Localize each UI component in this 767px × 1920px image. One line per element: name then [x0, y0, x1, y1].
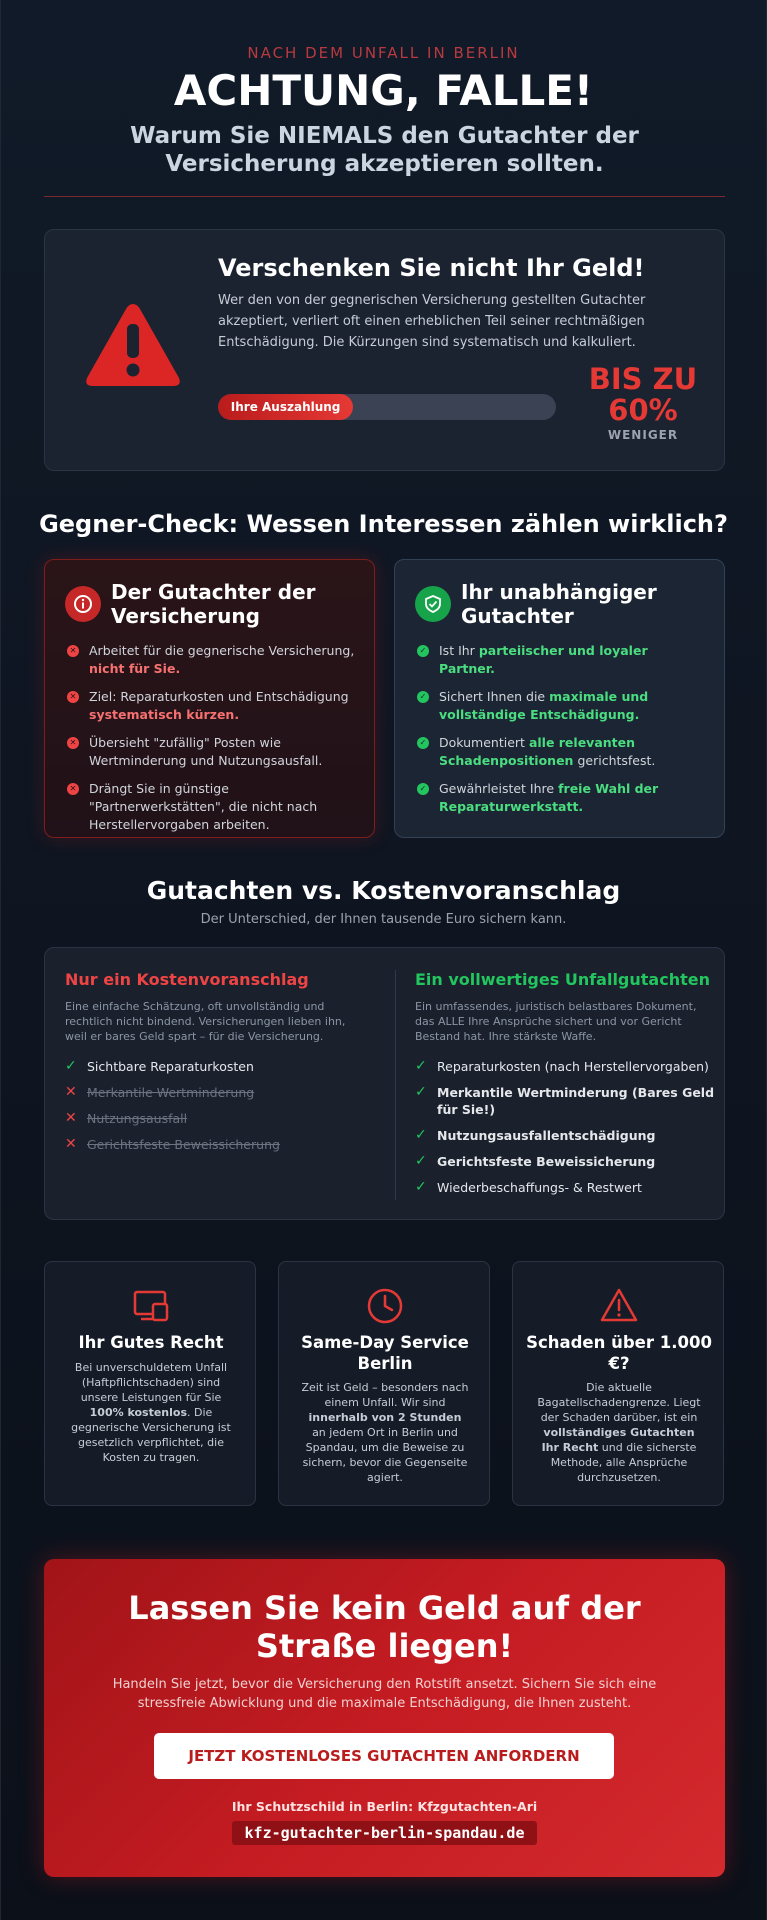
feature-text: Bei unverschuldetem Unfall (Haftpflichtschaden) sind unsere Leistungen für Sie 100% kostenlos. Die gegnerische Versicherung ist gesetzlich verpflichtet, die Kosten zu tragen.	[71, 1361, 231, 1464]
check-icon: ✓	[415, 1179, 427, 1195]
list-item: ✓ Sichert Ihnen die maximale und vollständige Entschädigung.	[417, 688, 707, 724]
loss-stat-prefix: BIS ZU	[588, 362, 698, 396]
feature-card-same-day	[278, 1261, 490, 1506]
feature-title: Ihr Gutes Recht	[78, 1333, 224, 1352]
estimate-column	[65, 970, 365, 1162]
payout-progress-bar	[218, 394, 556, 420]
check-circle-icon: ✓	[417, 691, 429, 703]
check-icon: ✓	[415, 1058, 427, 1074]
feature-text: Die aktuelle Bagatellschadengrenze. Liegt der Schaden darüber, ist ein vollständiges Gutachten Ihr Recht und die sicherste Methode, alle Ansprüche durchzusetzen.	[537, 1381, 701, 1484]
payout-progress-fill	[218, 394, 353, 420]
check-circle-icon: ✓	[417, 645, 429, 657]
appraisal-column	[415, 970, 715, 1205]
list-item: ✕ Ziel: Reparaturkosten und Entschädigung systematisch kürzen.	[67, 688, 357, 724]
list-item: ✓ Sichtbare Reparaturkosten	[65, 1058, 254, 1074]
appraisal-heading: Ein vollwertiges Unfallgutachten	[415, 970, 710, 989]
cta-text: Handeln Sie jetzt, bevor die Versicherung den Rotstift ansetzt. Sichern Sie sich eine stressfreie Abwicklung und die maximale Entschädigung, die Ihnen zusteht.	[112, 1677, 657, 1711]
check-icon: ✓	[415, 1153, 427, 1169]
loss-stat-value: 60%	[608, 393, 678, 427]
alert-triangle-icon	[599, 1286, 639, 1326]
independent-appraiser-list	[417, 642, 707, 826]
list-item: ✕ Gerichtsfeste Beweissicherung	[65, 1136, 280, 1152]
estimate-heading: Nur ein Kostenvoranschlag	[65, 970, 309, 989]
device-icon	[131, 1286, 171, 1326]
list-item: ✓ Gewährleistet Ihre freie Wahl der Reparaturwerkstatt.	[417, 780, 707, 816]
x-circle-icon: ✕	[67, 737, 79, 749]
appraisal-description: Ein umfassendes, juristisch belastbares Dokument, das ALLE Ihre Ansprüche sichert und vor Gericht Bestand hat. Ihre stärkste Waffe.	[415, 1000, 697, 1043]
header-divider	[44, 196, 725, 197]
x-circle-icon: ✕	[67, 783, 79, 795]
list-item: ✓ Nutzungsausfallentschädigung	[415, 1127, 656, 1143]
shield-check-icon	[415, 586, 451, 622]
estimate-description: Eine einfache Schätzung, oft unvollständig und rechtlich nicht bindend. Versicherungen lieben ihn, weil er bares Geld spart – für die Versicherung.	[65, 1000, 346, 1043]
warning-card	[44, 229, 725, 471]
feature-text: Zeit ist Geld – besonders nach einem Unfall. Wir sind innerhalb von 2 Stunden an jedem Ort in Berlin und Spandau, um die Beweise zu sichern, bevor die Gegenseite agiert.	[301, 1381, 469, 1484]
loss-stat	[573, 364, 713, 442]
list-item: ✕ Merkantile Wertminderung	[65, 1084, 255, 1100]
appraisal-list	[415, 1058, 715, 1196]
independent-appraiser-title: Ihr unabhängiger Gutachter	[461, 580, 657, 628]
x-icon: ✕	[65, 1110, 77, 1126]
check-icon: ✓	[65, 1058, 77, 1074]
list-item: ✕ Übersieht "zufällig" Posten wie Wertminderung und Nutzungsausfall.	[67, 734, 357, 770]
page-subtitle: Warum Sie NIEMALS den Gutachter der Versicherung akzeptieren sollten.	[130, 123, 639, 177]
check-icon: ✓	[415, 1084, 427, 1100]
list-item: ✓ Reparaturkosten (nach Herstellervorgaben)	[415, 1058, 709, 1074]
list-item: ✕ Drängt Sie in günstige "Partnerwerkstätten", die nicht nach Herstellervorgaben arbeiten.	[67, 780, 357, 834]
warning-title: Verschenken Sie nicht Ihr Geld!	[218, 254, 645, 282]
feature-title: Same-Day Service Berlin	[301, 1333, 469, 1373]
warning-text: Wer den von der gegnerischen Versicherung gestellten Gutachter akzeptiert, verliert oft einen erheblichen Teil seiner rechtmäßigen Entschädigung. Die Kürzungen sind systematisch und kalkuliert.	[218, 293, 646, 350]
cta-brand: Ihr Schutzschild in Berlin: Kfzgutachten-Ari	[231, 1799, 538, 1814]
loss-stat-suffix: WENIGER	[607, 428, 679, 442]
insurer-appraiser-card	[44, 559, 375, 838]
cta-title: Lassen Sie kein Geld auf der Straße liegen!	[128, 1589, 641, 1665]
x-icon: ✕	[65, 1084, 77, 1100]
check-icon: ✓	[415, 1127, 427, 1143]
list-item: ✓ Ist Ihr parteiischer und loyaler Partner.	[417, 642, 707, 678]
insurer-appraiser-title: Der Gutachter der Versicherung	[111, 580, 316, 628]
versus-title: Gutachten vs. Kostenvoranschlag	[146, 876, 621, 905]
list-item: ✕ Nutzungsausfall	[65, 1110, 188, 1126]
versus-card	[44, 947, 725, 1220]
kicker: NACH DEM UNFALL IN BERLIN	[247, 44, 520, 62]
clock-icon	[365, 1286, 405, 1326]
request-appraisal-button[interactable]: JETZT KOSTENLOSES GUTACHTEN ANFORDERN	[154, 1733, 614, 1779]
feature-title: Schaden über 1.000 €?	[526, 1333, 712, 1373]
independent-appraiser-card	[394, 559, 725, 838]
website-url[interactable]: kfz-gutachter-berlin-spandau.de	[232, 1821, 537, 1845]
call-to-action	[44, 1559, 725, 1877]
list-item: ✓ Merkantile Wertminderung (Bares Geld für Sie!)	[415, 1084, 715, 1117]
list-item: ✓ Gerichtsfeste Beweissicherung	[415, 1153, 656, 1169]
estimate-list	[65, 1058, 365, 1153]
insurer-appraiser-list	[67, 642, 357, 844]
column-divider	[395, 970, 396, 1200]
x-circle-icon: ✕	[67, 691, 79, 703]
check-circle-icon: ✓	[417, 783, 429, 795]
warning-triangle-icon	[83, 300, 183, 390]
versus-subtitle: Der Unterschied, der Ihnen tausende Euro sichern kann.	[200, 912, 567, 927]
page-title: ACHTUNG, FALLE!	[173, 66, 594, 115]
list-item: ✕ Arbeitet für die gegnerische Versicherung, nicht für Sie.	[67, 642, 357, 678]
gegner-check-title: Gegner-Check: Wessen Interessen zählen wirklich?	[39, 510, 728, 538]
payout-label: Ihre Auszahlung	[230, 400, 341, 414]
list-item: ✓ Dokumentiert alle relevanten Schadenpositionen gerichtsfest.	[417, 734, 707, 770]
feature-card-rights	[44, 1261, 256, 1506]
check-circle-icon: ✓	[417, 737, 429, 749]
x-circle-icon: ✕	[67, 645, 79, 657]
x-icon: ✕	[65, 1136, 77, 1152]
list-item: ✓ Wiederbeschaffungs- & Restwert	[415, 1179, 642, 1195]
feature-card-damage	[512, 1261, 724, 1506]
info-icon	[65, 586, 101, 622]
